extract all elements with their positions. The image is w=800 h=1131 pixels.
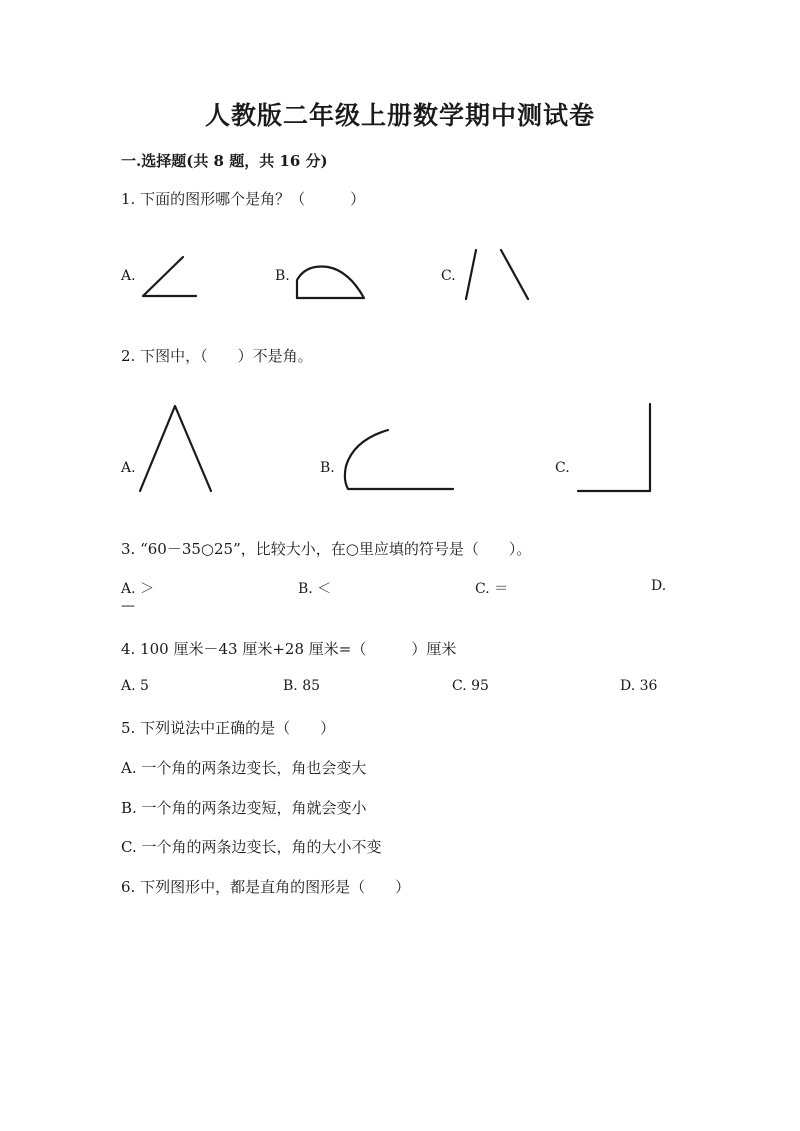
separate-lines-icon [460,246,535,306]
acute-angle-icon [136,403,216,498]
q5-option-a: A. 一个角的两条边变长，角也会变大 [121,759,367,777]
arc-shape-icon [294,262,369,302]
curved-shape-icon [340,428,458,493]
q1-option-a-label: A. [121,268,136,284]
angle-icon [140,255,200,300]
q5-option-b: B. 一个角的两条边变短，角就会变小 [121,799,367,817]
q3-option-b: B. ＜ [298,581,332,597]
page-title: 人教版二年级上册数学期中测试卷 [204,101,595,130]
q3-option-a: A. ＞ [121,581,155,597]
q2-option-c-label: C. [555,460,570,476]
q1-option-b-label: B. [275,268,290,284]
question-4: 4. 100 厘米－43 厘米+28 厘米=（ ）厘米 [121,640,457,658]
q3-option-d-symbol: — [121,598,135,614]
question-6: 6. 下列图形中，都是直角的图形是（ ） [121,878,411,896]
question-2: 2. 下图中，（ ）不是角。 [121,347,313,365]
question-1: 1. 下面的图形哪个是角？（ ） [121,190,366,208]
section-heading: 一.选择题(共 8 题，共 16 分) [121,152,328,170]
q5-option-c: C. 一个角的两条边变长，角的大小不变 [121,838,382,856]
q3-option-d: D. [651,578,667,594]
q3-option-c: C. ＝ [475,581,509,597]
q4-option-d: D. 36 [620,678,658,694]
right-angle-icon [574,402,656,495]
q1-option-c-label: C. [441,268,456,284]
q2-option-a-label: A. [121,460,136,476]
question-3: 3. “60－35○25”，比较大小，在○里应填的符号是（ ）。 [121,540,532,558]
q4-option-c: C. 95 [452,678,489,694]
q4-option-a: A. 5 [121,678,149,694]
q4-option-b: B. 85 [283,678,321,694]
question-5: 5. 下列说法中正确的是（ ） [121,719,336,737]
q2-option-b-label: B. [320,460,335,476]
